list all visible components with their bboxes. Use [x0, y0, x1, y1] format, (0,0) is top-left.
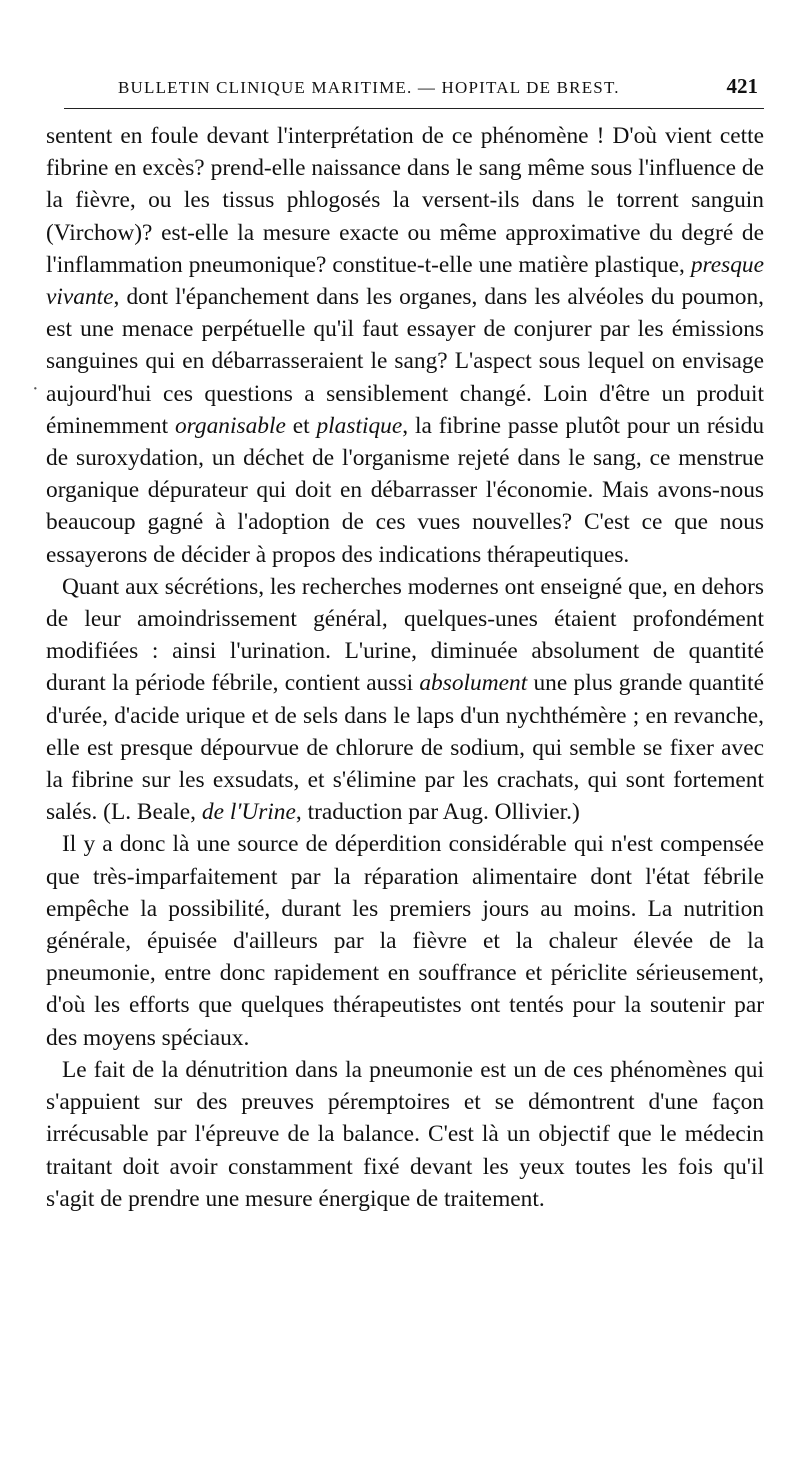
paragraph-2	[46, 571, 764, 829]
text-run: , traduction par Aug. Ollivier.)	[295, 799, 580, 826]
paragraph-3	[46, 828, 764, 1053]
body-text	[46, 120, 764, 1215]
paragraph-4	[46, 1054, 764, 1215]
text-run: et	[285, 412, 317, 439]
running-title: BULLETIN CLINIQUE MARITIME. — HOPITAL DE BREST.	[118, 78, 620, 97]
text-run: Il y a donc là une source de déperdition considérable qui n'est compensée que très-imparfaitement par la réparation alimentaire dont l'état fébrile empêche la possibilité, durant les premiers jours au moins. La nutrition générale, épuisée d'ailleurs par la fièvre et la chaleur élevée de la pneumonie, entre donc rapidement en souffrance et périclite sérieusement, d'où les efforts que quelques thérapeutistes ont tentés pour la soutenir par des moyens spéciaux.	[46, 831, 764, 1051]
italic-text: organisable	[174, 412, 286, 439]
margin-mark: ·	[32, 378, 39, 400]
running-header	[64, 72, 764, 109]
text-run: Le fait de la dénutrition dans la pneumonie est un de ces phénomènes qui s'appuient sur des preuves péremptoires et se démontrent d'une façon irrécusable par l'épreuve de la balance. C'est là un objectif que le médecin traitant doit avoir constamment fixé devant les yeux toutes les fois qu'il s'agit de prendre une mesure énergique de traitement.	[46, 1056, 764, 1212]
text-run: une plus grande quantité d'urée, d'acide urique et de sels dans le laps d'un nychthémère ; en revanche, elle est presque dépourvue de chlorure de sodium, qui semble se fixer avec la fibrine sur les exsudats, et s'élimine par les crachats, qui sont fortement salés. (L. Beale,	[46, 670, 765, 826]
italic-text: plastique	[316, 412, 403, 439]
text-run: , dont l'épanchement dans les organes, dans les alvéoles du poumon, est une menace perpétuelle qu'il faut essayer de conjurer par les émissions sanguines qui en débarrasseraient le sang? L'aspect sous lequel on envisage aujourd'hui ces questions a sensiblement changé. Loin d'être un produit éminemment	[46, 284, 764, 439]
text-run: sentent en foule devant l'interprétation de ce phénomène ! D'où vient cette fibrine en excès? prend-elle naissance dans le sang même sous l'influence de la fièvre, ou les tissus phlogosés la versent-ils dans le torrent sanguin (Virchow)? est-elle la mesure exacte ou même approximative du degré de l'inflammation pneumonique? constitue-t-elle une matière plastique,	[46, 123, 764, 278]
paragraph-1	[46, 120, 764, 571]
italic-text: absolument	[419, 670, 528, 697]
italic-text: de l'Urine	[201, 799, 296, 826]
text-run: , la fibrine passe plutôt pour un résidu de suroxydation, un déchet de l'organisme rejeté dans le sang, ce menstrue organique dépurateur qui doit en débarrasser l'économie. Mais avons-nous beaucoup gagné à l'adoption de ces vues nouvelles? C'est ce que nous essayerons de décider à propos des indications thérapeutiques.	[46, 412, 765, 568]
text-run: Quant aux sécrétions, les recherches modernes ont enseigné que, en dehors de leur amoindrissement général, quelques-unes étaient profondément modifiées : ainsi l'urination. L'urine, diminuée absolument de quantité durant la période fébrile, contient aussi	[46, 573, 764, 697]
page-number: 421	[726, 74, 758, 98]
italic-text: presque vivante	[46, 251, 764, 311]
